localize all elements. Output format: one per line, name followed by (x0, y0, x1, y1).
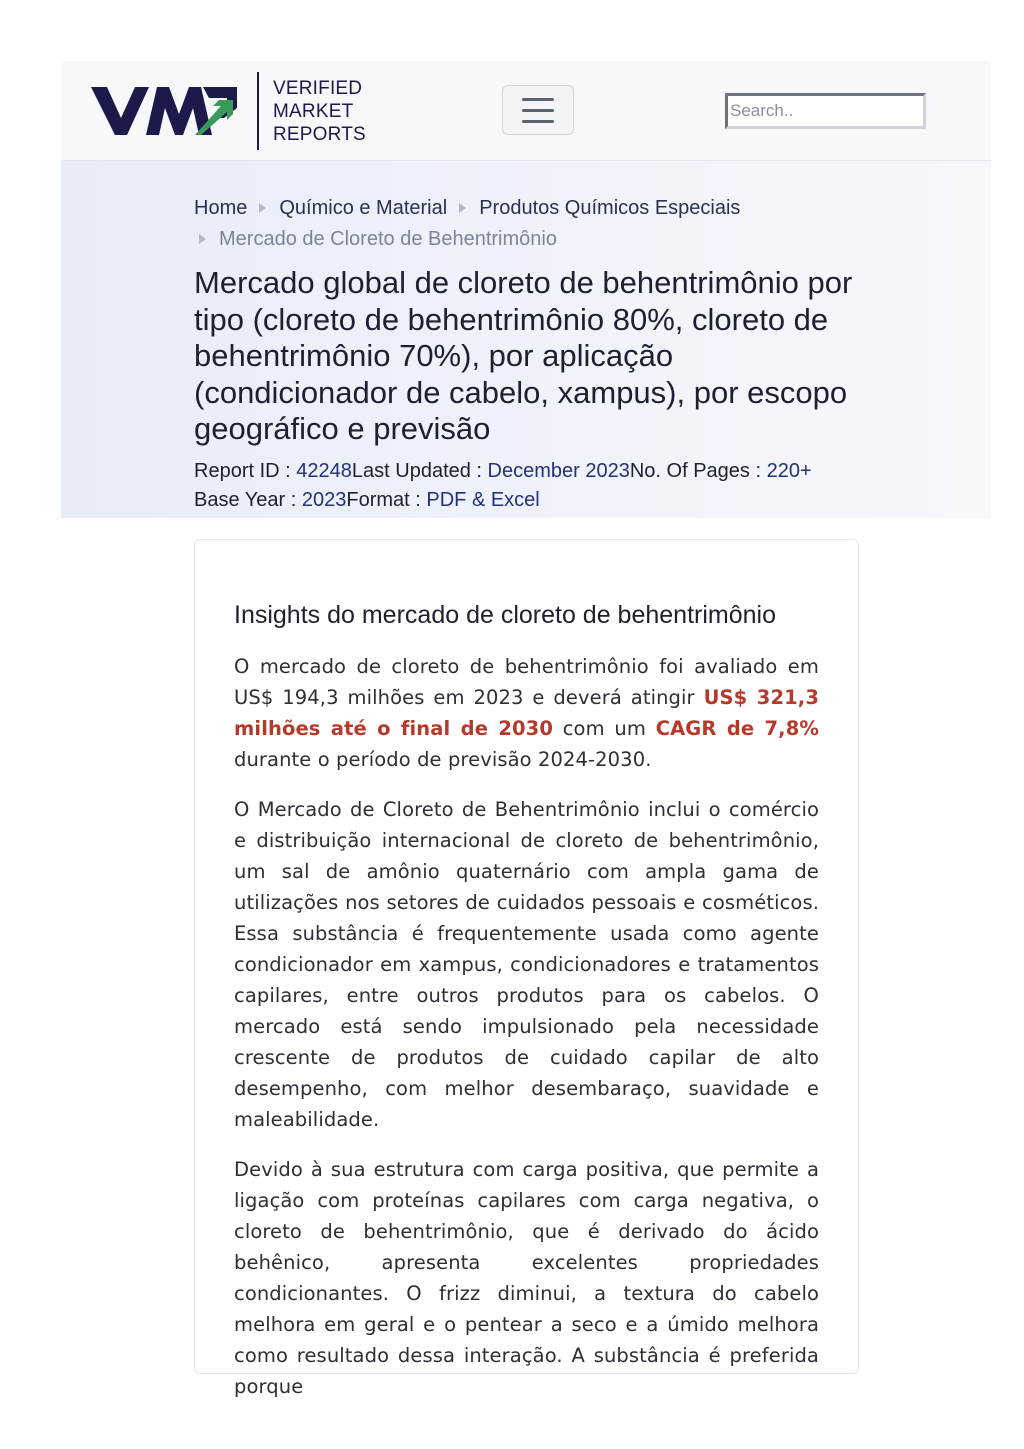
breadcrumb-subcategory-link[interactable]: Produtos Químicos Especiais (479, 197, 741, 219)
brand-logo[interactable] (91, 71, 366, 151)
search-input[interactable] (725, 93, 926, 129)
brand-line-2: MARKET (273, 100, 354, 122)
pages-label: No. Of Pages : (629, 460, 767, 482)
insights-paragraph-3: Devido à sua estrutura com carga positiva, que permite a ligação com proteínas capilares com carga negativa, o cloreto de behentrimônio, que é derivado do ácido behênico, apresenta excelentes propriedades condicionantes. O frizz diminui, a textura do cabelo melhora em geral e o pentear a seco e a úmido melhora como resultado dessa interação. A substância é preferida porque (234, 1158, 819, 1398)
vmr-logo-mark-icon (91, 84, 239, 138)
hamburger-icon (522, 98, 554, 101)
p1-text-b: com um (553, 717, 656, 740)
site-header (61, 61, 991, 161)
breadcrumb (194, 193, 874, 255)
triangle-right-icon (459, 203, 466, 213)
insights-card (194, 539, 859, 1398)
p1-text-c: durante o período de previsão 2024-2030. (234, 748, 652, 771)
breadcrumb-category-link[interactable]: Químico e Material (279, 197, 448, 219)
breadcrumb-line (194, 224, 874, 255)
insights-body (234, 651, 819, 1421)
p1-highlight-value: US$ 321,3 milhões até o final de 2030 (234, 686, 819, 740)
report-id-value: 42248 (296, 460, 352, 482)
last-updated-label: Last Updated : (351, 460, 488, 482)
p1-text-a: O mercado de cloreto de behentrimônio foi avaliado em US$ 194,3 milhões em 2023 e deverá atingir (234, 655, 819, 709)
report-title: Mercado global de cloreto de behentrimônio por tipo (cloreto de behentrimônio 80%, cloreto de behentrimônio 70%), por aplicação (condicionador de cabelo, xampus), por escopo geográfico e previsão (194, 265, 853, 446)
logo-divider (257, 72, 259, 150)
base-year-label: Base Year : (194, 489, 302, 511)
brand-line-1: VERIFIED (273, 77, 363, 99)
menu-toggle-button[interactable] (502, 85, 574, 135)
hamburger-icon-bar (522, 120, 554, 123)
brand-line-3: REPORTS (273, 123, 366, 145)
triangle-right-icon (199, 234, 206, 244)
meta-line-1 (194, 457, 894, 486)
breadcrumb-home-link[interactable]: Home (194, 197, 248, 219)
last-updated-value: December 2023 (487, 460, 630, 482)
pages-value: 220+ (766, 460, 812, 482)
breadcrumb-current: Mercado de Cloreto de Behentrimônio (219, 228, 557, 250)
format-label: Format : (346, 489, 427, 511)
triangle-right-icon (259, 203, 266, 213)
meta-line-2 (194, 486, 894, 515)
hamburger-icon-bar (522, 109, 554, 112)
p1-highlight-cagr: CAGR de 7,8% (655, 717, 819, 740)
format-value: PDF & Excel (426, 489, 540, 511)
insights-paragraph-1 (234, 651, 819, 775)
base-year-value: 2023 (301, 489, 347, 511)
report-meta (194, 457, 894, 515)
page-frame (61, 61, 991, 518)
insights-heading: Insights do mercado de cloreto de behentrimônio (234, 601, 776, 629)
breadcrumb-line (194, 193, 874, 224)
report-id-label: Report ID : (194, 460, 297, 482)
brand-name (273, 77, 366, 146)
insights-paragraph-2: O Mercado de Cloreto de Behentrimônio inclui o comércio e distribuição internacional de cloreto de behentrimônio, um sal de amônio quaternário com ampla gama de utilizações nos setores de cuidados pessoais e cosméticos. Essa substância é frequentemente usada como agente condicionador em xampus, condicionadores e tratamentos capilares, entre outros produtos para os cabelos. O mercado está sendo impulsionado pela necessidade crescente de produtos de cuidado capilar de alto desempenho, com melhor desembaraço, suavidade e maleabilidade. (234, 798, 819, 1131)
